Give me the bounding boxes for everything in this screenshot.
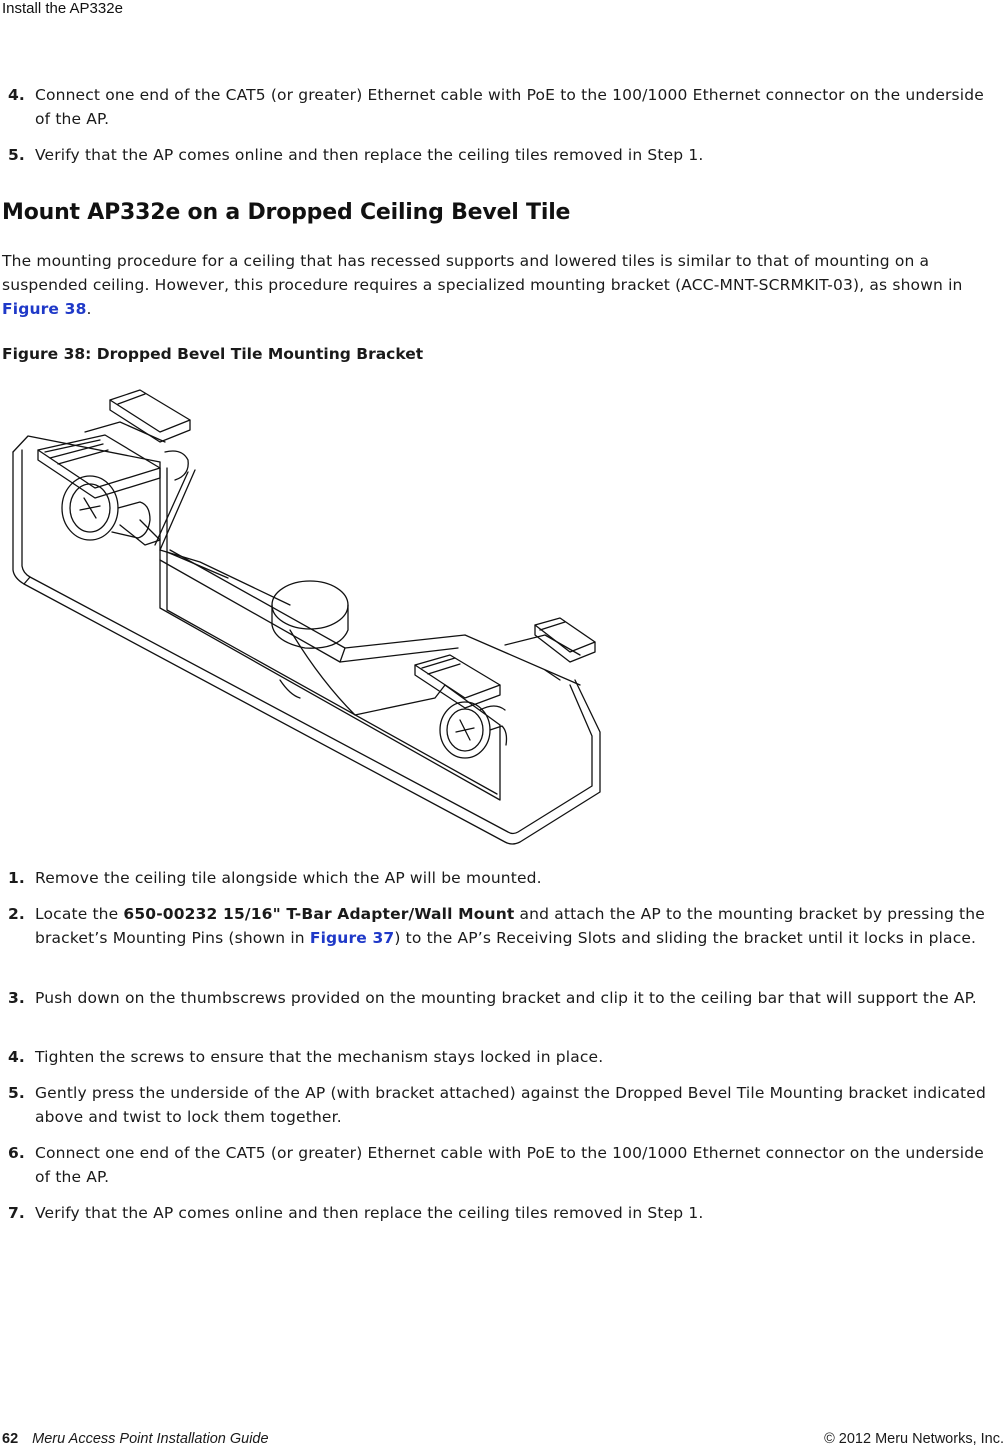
step-number: 6. [8, 1144, 25, 1162]
list-item [8, 1201, 998, 1225]
list-item [8, 143, 998, 167]
copyright: © 2012 Meru Networks, Inc. [824, 1431, 1004, 1447]
center-post [272, 581, 348, 698]
step-number: 4. [8, 86, 25, 104]
page-footer-left [2, 1431, 269, 1447]
right-clip [415, 618, 595, 710]
step-text: Connect one end of the CAT5 (or greater) Ethernet cable with PoE to the 100/1000 Ethernet connector on the underside of the AP. [35, 1144, 984, 1186]
step-text: Verify that the AP comes online and then replace the ceiling tiles removed in Step 1. [35, 1204, 704, 1222]
step-text: Connect one end of the CAT5 (or greater) Ethernet cable with PoE to the 100/1000 Ethernet connector on the underside of the AP. [35, 86, 984, 128]
step-text: Verify that the AP comes online and then replace the ceiling tiles removed in Step 1. [35, 146, 704, 164]
step-text: Gently press the underside of the AP (with bracket attached) against the Dropped Bevel Tile Mounting bracket indicated above and twist to lock them together. [35, 1084, 986, 1126]
step-number: 1. [8, 869, 25, 887]
list-item [8, 1081, 998, 1129]
step-text: Tighten the screws to ensure that the mechanism stays locked in place. [35, 1048, 604, 1066]
step-text-start: Locate the [35, 905, 124, 923]
figure-37-link[interactable]: Figure 37 [309, 929, 395, 947]
intro-paragraph [2, 249, 1006, 321]
step-text: Remove the ceiling tile alongside which the AP will be mounted. [35, 869, 542, 887]
intro-end: . [86, 300, 92, 318]
list-item [8, 1045, 998, 1069]
list-item [8, 1141, 998, 1189]
guide-title: Meru Access Point Installation Guide [32, 1431, 269, 1447]
step-text [35, 902, 998, 950]
list-item [8, 986, 998, 1010]
section-heading: Mount AP332e on a Dropped Ceiling Bevel Tile [2, 200, 571, 225]
bracket-body [13, 436, 600, 844]
step-number: 2. [8, 905, 25, 923]
step-text-end: ) to the AP’s Receiving Slots and sliding the bracket until it locks in place. [394, 929, 977, 947]
part-name: 650-00232 15/16" T-Bar Adapter/Wall Mount [123, 905, 515, 923]
running-header: Install the AP332e [2, 0, 123, 17]
bracket-illustration [0, 380, 620, 850]
right-thumbscrew [440, 702, 507, 758]
step-number: 3. [8, 989, 25, 1007]
list-item [8, 83, 998, 131]
list-item [8, 866, 998, 890]
step-number: 4. [8, 1048, 25, 1066]
figure-38-link[interactable]: Figure 38 [2, 300, 87, 318]
step-text: Push down on the thumbscrews provided on the mounting bracket and clip it to the ceiling bar that will support the AP. [35, 989, 977, 1007]
list-item [8, 902, 998, 950]
step-number: 5. [8, 1084, 25, 1102]
step-number: 5. [8, 146, 25, 164]
figure-caption: Figure 38: Dropped Bevel Tile Mounting Bracket [2, 345, 424, 363]
page-number: 62 [2, 1431, 19, 1447]
step-text-middle: and attach the AP to the mounting bracket by pressing the bracket’s Mounting Pins (shown in [35, 905, 985, 947]
step-number: 7. [8, 1204, 25, 1222]
intro-text: The mounting procedure for a ceiling that has recessed supports and lowered tiles is similar to that of mounting on a suspended ceiling. However, this procedure requires a specialized mounting bracket (ACC-MNT-SCRMKIT-03), as shown in [2, 252, 963, 294]
